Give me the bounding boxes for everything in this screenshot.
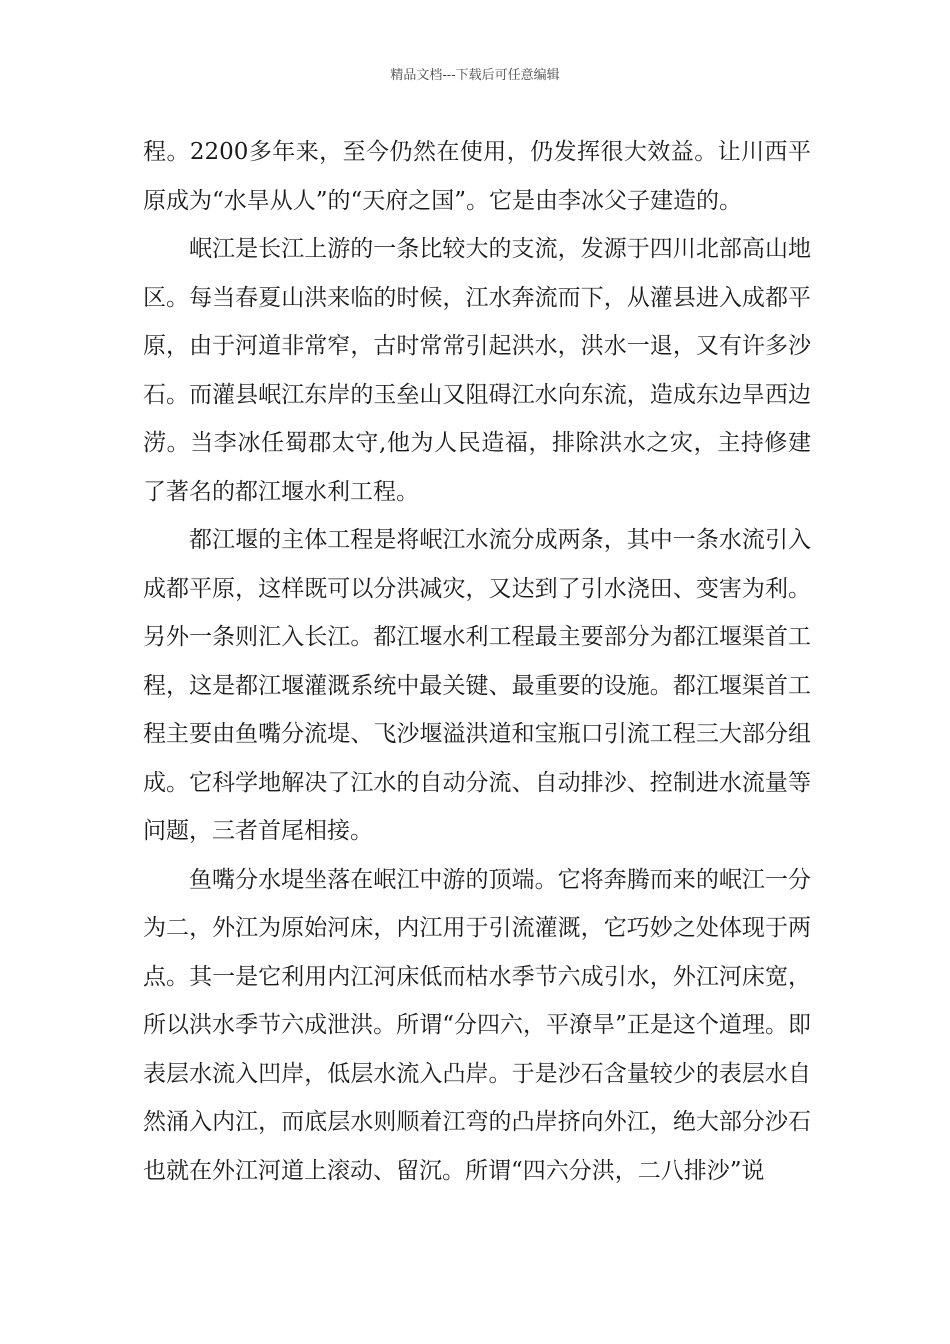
paragraph-1: 程。2200多年来，至今仍然在使用，仍发挥很大效益。让川西平原成为“水旱从人”的“天府之国”。它是由李冰父子建造的。 xyxy=(143,139,811,214)
paragraph-4: 鱼嘴分水堤坐落在岷江中游的顶端。它将奔腾而来的岷江一分为二，外江为原始河床，内江用于引流灌溉，它巧妙之处体现于两点。其一是它利用内江河床低而枯水季节六成引水，外江河床宽，所以洪水季节六成泄洪。所谓“分四六，平潦旱”正是这个道理。即表层水流入凹岸，低层水流入凸岸。于是沙石含量较少的表层水自然涌入内江，而底层水则顺着江弯的凸岸挤向外江，绝大部分沙石也就在外江河道上滚动、留沉。所谓“四六分洪，二八排沙”说 xyxy=(143,866,811,1184)
paragraph-2: 岷江是长江上游的一条比较大的支流，发源于四川北部高山地区。每当春夏山洪来临的时候，江水奔流而下，从灌县进入成都平原，由于河道非常窄，古时常常引起洪水，洪水一退，又有许多沙石。而灌县岷江东岸的玉垒山又阻碍江水向东流，造成东边旱西边涝。当李冰任蜀郡太守,他为人民造福，排除洪水之灾，主持修建了著名的都江堰水利工程。 xyxy=(143,236,811,505)
paragraph-3: 都江堰的主体工程是将岷江水流分成两条，其中一条水流引入成都平原，这样既可以分洪减灾，又达到了引水浇田、变害为利。另外一条则汇入长江。都江堰水利工程最主要部分为都江堰渠首工程，这是都江堰灌溉系统中最关键、最重要的设施。都江堰渠首工程主要由鱼嘴分流堤、飞沙堰溢洪道和宝瓶口引流工程三大部分组成。它科学地解决了江水的自动分流、自动排沙、控制进水流量等问题，三者首尾相接。 xyxy=(143,527,811,844)
page-header: 精品文档---下载后可任意编辑 xyxy=(390,68,560,83)
document-body xyxy=(143,128,811,1195)
